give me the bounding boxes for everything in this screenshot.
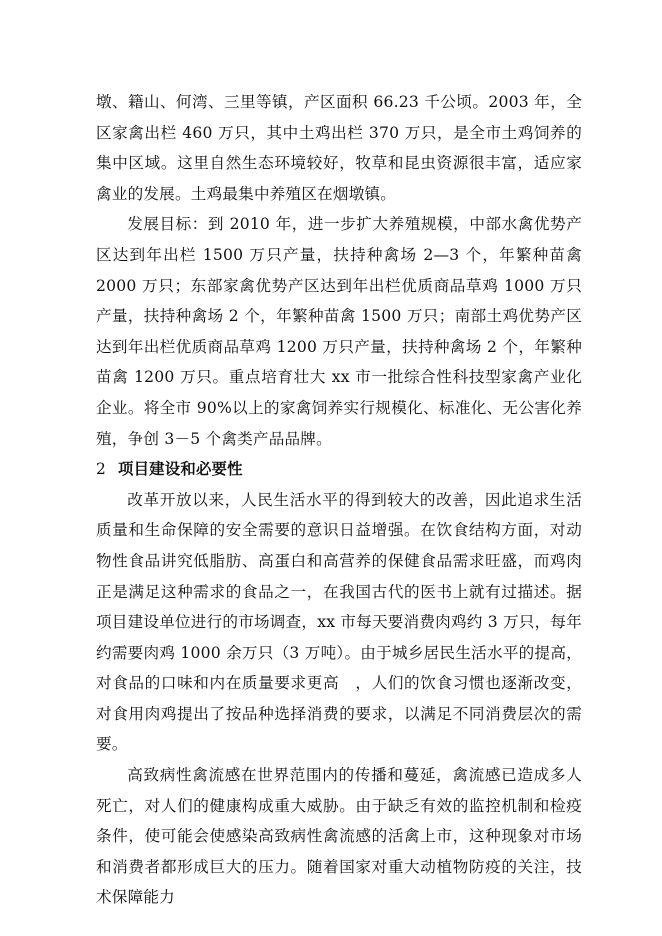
paragraph-development-goals: 发展目标：到 2010 年，进一步扩大养殖规模，中部水禽优势产区达到年出栏 1500 万只产量，扶持种禽场 2—3 个，年繁种苗禽 2000 万只；东部家禽优势产区达到年出栏优质商品草鸡 1000 万只产量，扶持种禽场 2 个，年繁种苗禽 1500 万只；南部土鸡优势产区达到年出栏优质商品草鸡 1200 万只产量，扶持种禽场 2 个，年繁种苗禽 1200 万只。重点培育壮大 xx 市一批综合性科技型家禽产业化企业。将全市 90%以上的家禽饲养实行规模化、标准化、无公害化养殖，争创 3－5 个禽类产品品牌。	[96, 215, 582, 448]
section-number: 2	[96, 460, 106, 479]
paragraph-avian-flu: 高致病性禽流感在世界范围内的传播和蔓延，禽流感已造成多人死亡，对人们的健康构成重大威胁。由于缺乏有效的监控机制和检疫条件，使可能会使感染高致病性禽流感的活禽上市，这种现象对市场和消费者都形成巨大的压力。随着国家对重大动植物防疫的关注，技术保障能力	[96, 766, 582, 907]
section-title: 项目建设和必要性	[118, 460, 243, 479]
paragraph-continuation: 墩、籍山、何湾、三里等镇，产区面积 66.23 千公顷。2003 年，全区家禽出栏 460 万只，其中土鸡出栏 370 万只，是全市土鸡饲养的集中区域。这里自然生态环境较好，牧草和昆虫资源很丰富，适应家禽业的发展。土鸡最集中养殖区在烟墩镇。	[96, 93, 582, 203]
section-heading	[96, 454, 582, 485]
paragraph-market-demand: 改革开放以来，人民生活水平的得到较大的改善，因此追求生活质量和生命保障的安全需要的意识日益增强。在饮食结构方面，对动物性食品讲究低脂肪、高蛋白和高营养的保健食品需求旺盛，而鸡肉正是满足这种需求的食品之一，在我国古代的医书上就有过描述。据项目建设单位进行的市场调查，xx 市每天要消费肉鸡约 3 万只，每年约需要肉鸡 1000 余万只（3 万吨）。由于城乡居民生活水平的提高，对食品的口味和内在质量要求更高 ，人们的饮食习惯也逐渐改变，对食用肉鸡提出了按品种选择消费的要求，以满足不同消费层次的需要。	[96, 490, 582, 754]
body-text	[96, 87, 582, 913]
